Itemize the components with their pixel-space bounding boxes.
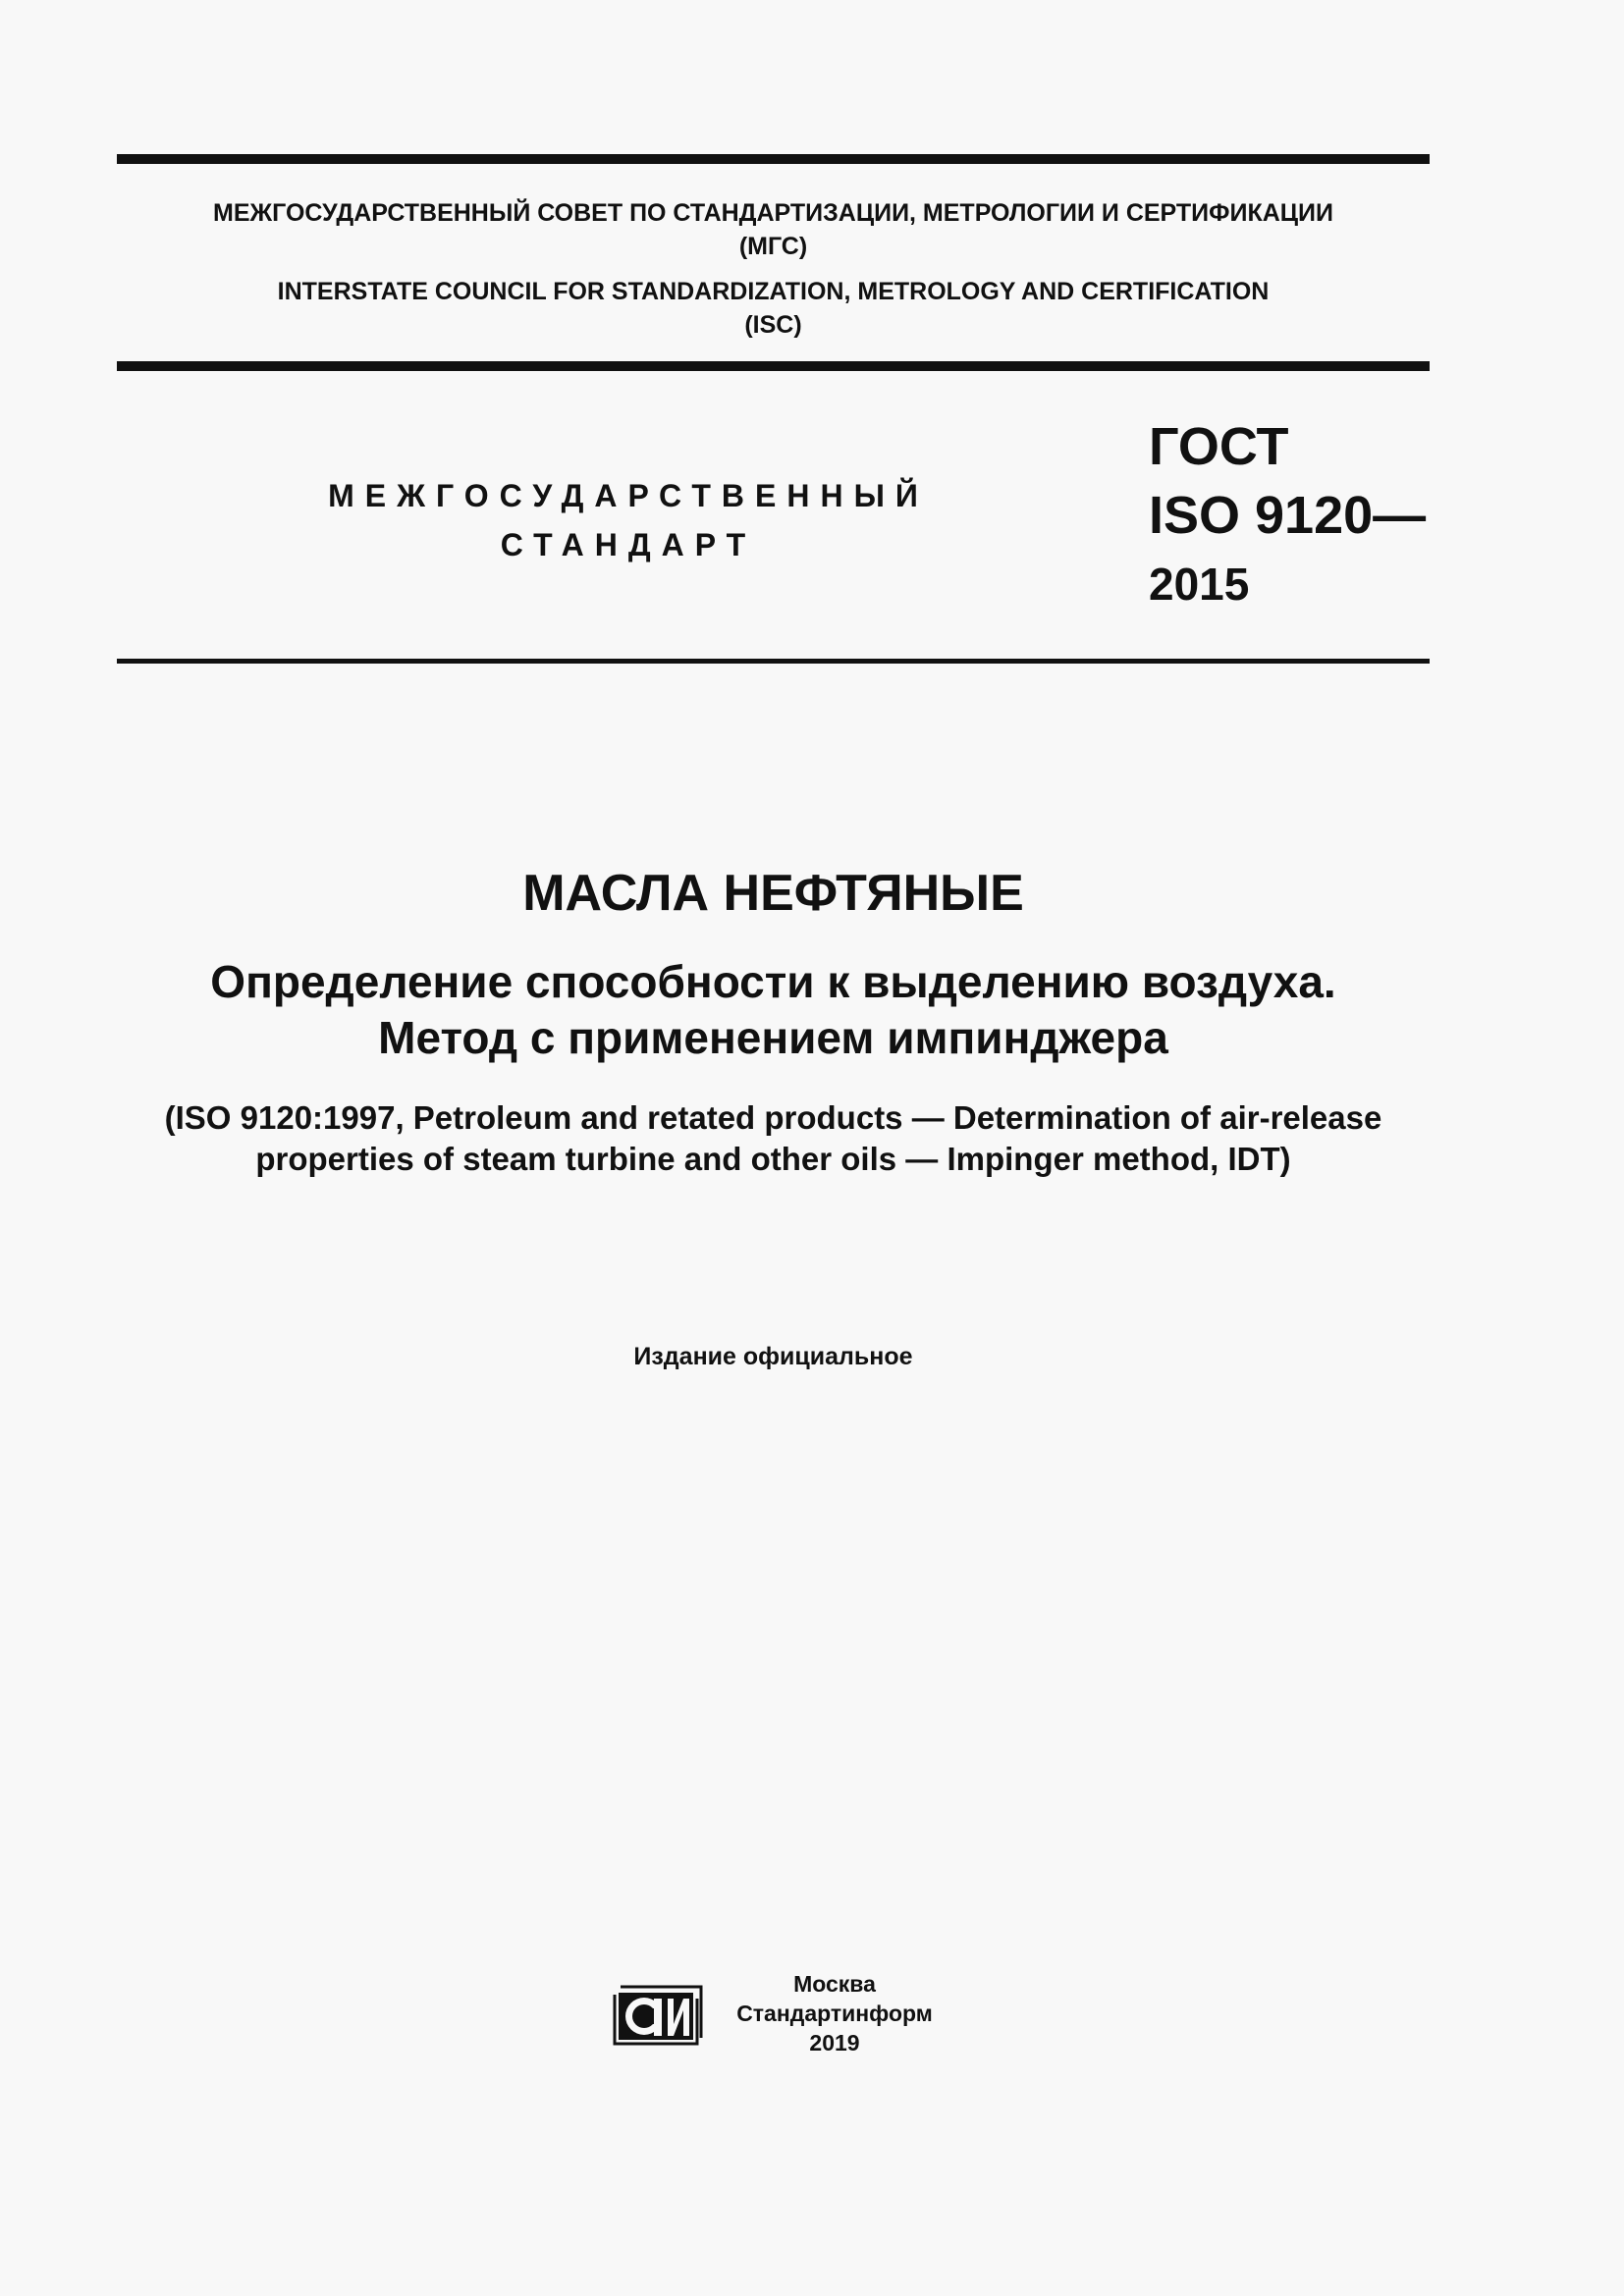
document-subtitle <box>117 954 1430 1066</box>
middle-rule <box>117 361 1430 371</box>
subtitle-line2: Метод с применением импинджера <box>378 1012 1168 1063</box>
standard-type <box>324 471 933 569</box>
document-title: МАСЛА НЕФТЯНЫЕ <box>522 865 1024 922</box>
standartinform-logo-icon <box>611 1973 705 2048</box>
edition-note: Издание официальное <box>633 1343 913 1370</box>
iso-reference <box>117 1097 1430 1180</box>
publisher-name: Стандартинформ <box>736 2001 933 2026</box>
council-en-abbr: (ISC) <box>744 311 802 339</box>
subtitle-line1: Определение способности к выделению воздуха. <box>210 956 1336 1007</box>
council-ru-line1: МЕЖГОСУДАРСТВЕННЫЙ СОВЕТ ПО СТАНДАРТИЗАЦИИ, МЕТРОЛОГИИ И СЕРТИФИКАЦИИ <box>213 199 1333 227</box>
publication-year: 2019 <box>809 2030 860 2056</box>
council-en-line1: INTERSTATE COUNCIL FOR STANDARDIZATION, METROLOGY AND CERTIFICATION <box>277 278 1270 305</box>
council-ru-abbr: (МГС) <box>738 233 808 260</box>
publisher-city: Москва <box>793 1971 876 1997</box>
bottom-rule <box>117 659 1430 664</box>
designation-line3: 2015 <box>1149 559 1250 610</box>
iso-reference-line2: properties of steam turbine and other oils — Impinger method, IDT) <box>255 1141 1291 1177</box>
designation-line2: ISO 9120— <box>1149 486 1427 545</box>
standard-type-line2: СТАНДАРТ <box>500 527 757 562</box>
top-rule <box>117 154 1430 164</box>
iso-reference-line1: (ISO 9120:1997, Petroleum and retated products — Determination of air-release <box>164 1099 1382 1136</box>
designation-line1: ГОСТ <box>1149 417 1289 476</box>
council-name-ru <box>117 196 1430 263</box>
publisher-block <box>707 1969 962 2057</box>
standard-type-line1: МЕЖГОСУДАРСТВЕННЫЙ <box>328 478 929 513</box>
standard-designation <box>1149 412 1426 618</box>
council-name-en <box>117 275 1430 342</box>
